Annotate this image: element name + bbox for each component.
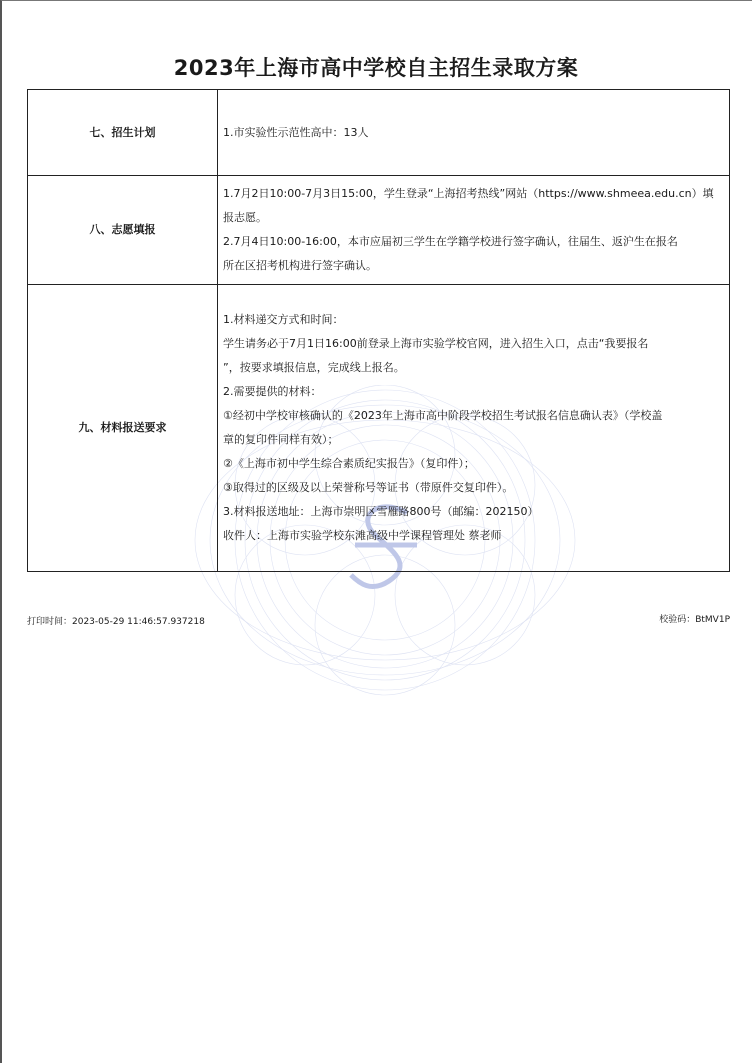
- section-label-materials: 九、材料报送要求: [28, 285, 218, 572]
- content-line: ”，按要求填报信息，完成线上报名。: [223, 361, 405, 374]
- section-label-enrollment-plan: 七、招生计划: [28, 90, 218, 176]
- content-line: 1.7月2日10:00-7月3日15:00，学生登录“上海招考热线”网站（https://www.shmeea.edu.cn）填: [223, 187, 714, 200]
- table-row-application: [28, 176, 730, 285]
- content-line: 学生请务必于7月1日16:00前登录上海市实验学校官网，进入招生入口，点击“我要报名: [223, 337, 649, 350]
- content-line: 2.7月4日10:00-16:00，本市应届初三学生在学籍学校进行签字确认，往届生、返沪生在报名: [223, 235, 678, 248]
- section-label-application: 八、志愿填报: [28, 176, 218, 285]
- admission-plan-table: [27, 89, 730, 572]
- content-line: 3.材料报送地址：上海市崇明区雪雁路800号（邮编：202150）: [223, 505, 539, 518]
- content-line: 1.材料递交方式和时间：: [223, 313, 344, 326]
- content-line: 收件人：上海市实验学校东滩高级中学课程管理处 蔡老师: [223, 529, 502, 542]
- content-line: ③取得过的区级及以上荣誉称号等证书（带原件交复印件）。: [223, 481, 514, 494]
- table-row-materials: [28, 285, 730, 572]
- print-time: 打印时间：2023-05-29 11:46:57.937218: [27, 617, 205, 627]
- content-line: 2.需要提供的材料：: [223, 385, 322, 398]
- content-line: 所在区招考机构进行签字确认。: [223, 259, 377, 272]
- page-title: 2023年上海市高中学校自主招生录取方案: [173, 56, 579, 80]
- check-code: 校验码：BtMV1P: [659, 615, 730, 625]
- section-content-materials: [218, 285, 730, 572]
- section-content-enrollment-plan: [218, 90, 730, 176]
- section-content-application: [218, 176, 730, 285]
- content-line: ②《上海市初中学生综合素质纪实报告》（复印件）；: [223, 457, 475, 470]
- content-line: ①经初中学校审核确认的《2023年上海市高中阶段学校招生考试报名信息确认表》（学校盖: [223, 409, 663, 422]
- table-row-enrollment-plan: [28, 90, 730, 176]
- content-line: 1.市实验性示范性高中：13人: [223, 125, 369, 139]
- content-line: 章的复印件同样有效）；: [223, 433, 339, 446]
- content-line: 报志愿。: [223, 211, 267, 224]
